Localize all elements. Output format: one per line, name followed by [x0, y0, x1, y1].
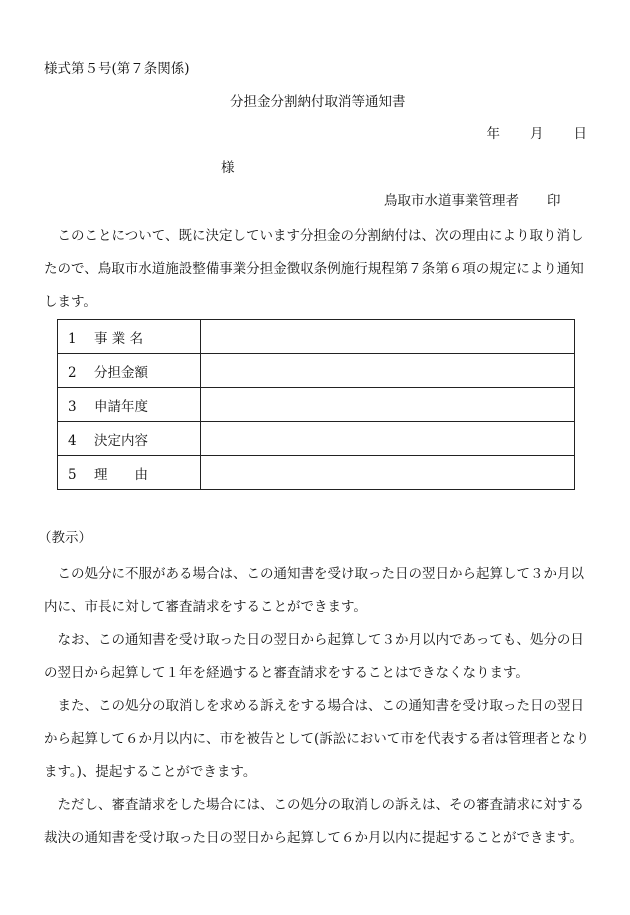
row-number: 4 [68, 432, 77, 449]
row-label-cell [58, 354, 201, 388]
row-label: 理 由 [94, 466, 148, 483]
table-row [58, 354, 575, 388]
row-value-cell [201, 354, 575, 388]
table-row [58, 456, 575, 490]
row-value-cell [201, 388, 575, 422]
notice-line: 裁決の通知書を受け取った日の翌日から起算して６か月以内に提起することができます。 [44, 830, 583, 846]
row-number: 2 [68, 364, 77, 381]
row-number: 1 [68, 330, 77, 347]
notice-line: この処分に不服がある場合は、この通知書を受け取った日の翌日から起算して３か月以 [44, 566, 584, 582]
notice-line: から起算して６か月以内に、市を被告として(訴訟において市を代表する者は管理者となり [44, 731, 590, 747]
table-row [58, 422, 575, 456]
body-line: このことについて、既に決定しています分担金の分割納付は、次の理由により取り消し [44, 228, 584, 244]
notice-line: また、この処分の取消しを求める訴えをする場合は、この通知書を受け取った日の翌日 [44, 698, 584, 714]
row-label: 分担金額 [94, 364, 148, 381]
notice-line: なお、この通知書を受け取った日の翌日から起算して３か月以内であっても、処分の日 [44, 632, 584, 648]
notice-line: 内に、市長に対して審査請求をすることができます。 [44, 599, 367, 615]
table-row [58, 320, 575, 354]
table-row [58, 388, 575, 422]
date-line [487, 128, 588, 142]
row-label-cell [58, 388, 201, 422]
body-line: たので、鳥取市水道施設整備事業分担金徴収条例施行規程第７条第６項の規定により通知 [44, 261, 584, 277]
notice-line: ただし、審査請求をした場合には、この処分の取消しの訴えは、その審査請求に対する [44, 797, 584, 813]
issuer-name: 鳥取市水道事業管理者 [384, 193, 519, 209]
row-number: 5 [68, 466, 77, 483]
notice-line: の翌日から起算して１年を経過すると審査請求をすることはできなくなります。 [44, 665, 529, 681]
details-table [57, 319, 575, 490]
document-title: 分担金分割納付取消等通知書 [230, 94, 406, 110]
row-value-cell [201, 456, 575, 490]
issuer-line [384, 195, 561, 209]
date-day-label: 日 [573, 126, 587, 142]
row-value-cell [201, 422, 575, 456]
notice-heading: （教示） [38, 530, 92, 546]
body-line: します。 [44, 294, 97, 310]
row-label: 事 業 名 [94, 330, 144, 347]
date-year-label: 年 [486, 126, 500, 142]
seal-mark: 印 [547, 193, 561, 209]
row-label-cell [58, 456, 201, 490]
notice-line: ます。)、提起することができます。 [44, 764, 257, 780]
row-label: 決定内容 [94, 432, 148, 449]
row-label-cell [58, 320, 201, 354]
addressee-suffix: 様 [221, 160, 235, 176]
row-number: 3 [68, 398, 77, 415]
row-label: 申請年度 [94, 398, 148, 415]
date-month-label: 月 [530, 126, 544, 142]
row-value-cell [201, 320, 575, 354]
row-label-cell [58, 422, 201, 456]
form-number: 様式第５号(第７条関係) [44, 61, 190, 77]
